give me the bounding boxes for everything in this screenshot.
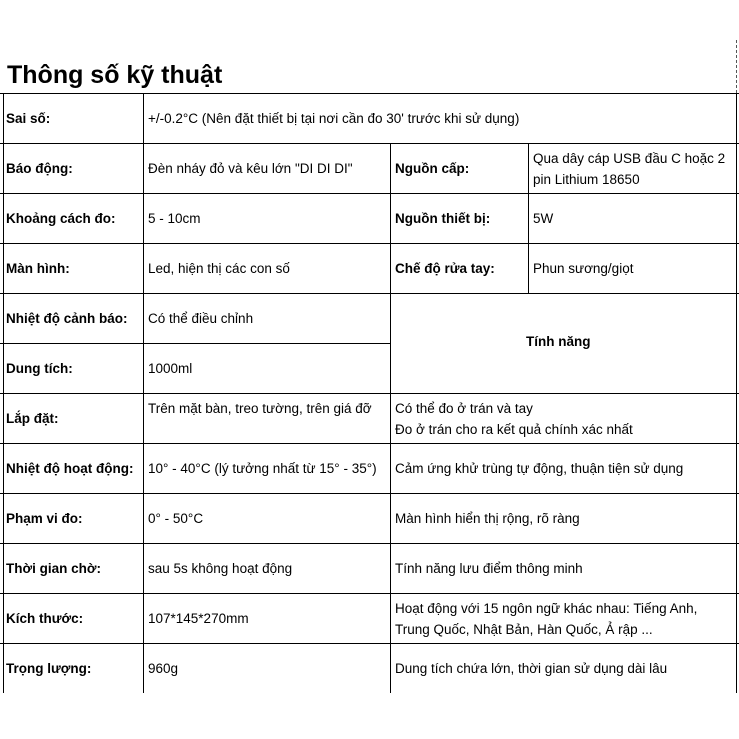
spec-label: Màn hình: bbox=[6, 261, 70, 276]
spec-value: Qua dây cáp USB đầu C hoặc 2 pin Lithium 18650 bbox=[533, 151, 726, 187]
spec-value: +/-0.2°C (Nên đặt thiết bị tại nơi cần đo 30' trước khi sử dụng) bbox=[148, 111, 520, 126]
spec-value: Có thể điều chỉnh bbox=[148, 311, 254, 326]
spec-value: 10° - 40°C (lý tưởng nhất từ 15° - 35°) bbox=[148, 461, 377, 476]
spec-value: 0° - 50°C bbox=[148, 511, 204, 526]
feature-item: Cảm ứng khử trùng tự động, thuận tiện sử dụng bbox=[395, 461, 684, 476]
feature-item: Hoạt động với 15 ngôn ngữ khác nhau: Tiếng Anh, Trung Quốc, Nhật Bản, Hàn Quốc, Ả rập ... bbox=[395, 601, 698, 637]
spec-value: Trên mặt bàn, treo tường, trên giá đỡ bbox=[148, 401, 372, 416]
spec-value: 1000ml bbox=[148, 361, 193, 376]
spec-value: Phun sương/giọt bbox=[533, 261, 634, 276]
spec-value: 5W bbox=[533, 211, 554, 226]
feature-item: Có thể đo ở trán và tay bbox=[395, 401, 533, 416]
features-heading: Tính năng bbox=[526, 334, 591, 349]
spec-label: Nguồn thiết bị: bbox=[395, 211, 491, 226]
spec-label: Phạm vi đo: bbox=[6, 511, 83, 526]
spec-label: Chế độ rửa tay: bbox=[395, 261, 495, 276]
spec-label: Lắp đặt: bbox=[6, 411, 59, 426]
spec-value: 960g bbox=[148, 661, 179, 676]
feature-item: Tính năng lưu điểm thông minh bbox=[395, 561, 583, 576]
spec-value: 107*145*270mm bbox=[148, 611, 249, 626]
spec-label: Nguồn cấp: bbox=[395, 161, 470, 176]
feature-item: Dung tích chứa lớn, thời gian sử dụng dài lâu bbox=[395, 661, 668, 676]
feature-item: Đo ở trán cho ra kết quả chính xác nhất bbox=[395, 422, 633, 437]
spec-label: Kích thước: bbox=[6, 611, 84, 626]
page-title: Thông số kỹ thuật bbox=[7, 61, 223, 89]
spec-value: 5 - 10cm bbox=[148, 211, 201, 226]
spec-label: Khoảng cách đo: bbox=[6, 211, 116, 226]
spec-label: Sai số: bbox=[6, 111, 51, 126]
spec-value: sau 5s không hoạt động bbox=[148, 561, 293, 576]
spec-label: Thời gian chờ: bbox=[6, 561, 101, 576]
spec-label: Báo động: bbox=[6, 161, 73, 176]
spec-label: Dung tích: bbox=[6, 361, 73, 376]
spec-label: Nhiệt độ hoạt động: bbox=[6, 461, 134, 476]
spec-value: Đèn nháy đỏ và kêu lớn "DI DI DI" bbox=[148, 161, 353, 176]
spec-value: Led, hiện thị các con số bbox=[148, 261, 290, 276]
spec-label: Trọng lượng: bbox=[6, 661, 92, 676]
spec-label: Nhiệt độ cảnh báo: bbox=[6, 311, 128, 326]
feature-item: Màn hình hiển thị rộng, rõ ràng bbox=[395, 511, 580, 526]
